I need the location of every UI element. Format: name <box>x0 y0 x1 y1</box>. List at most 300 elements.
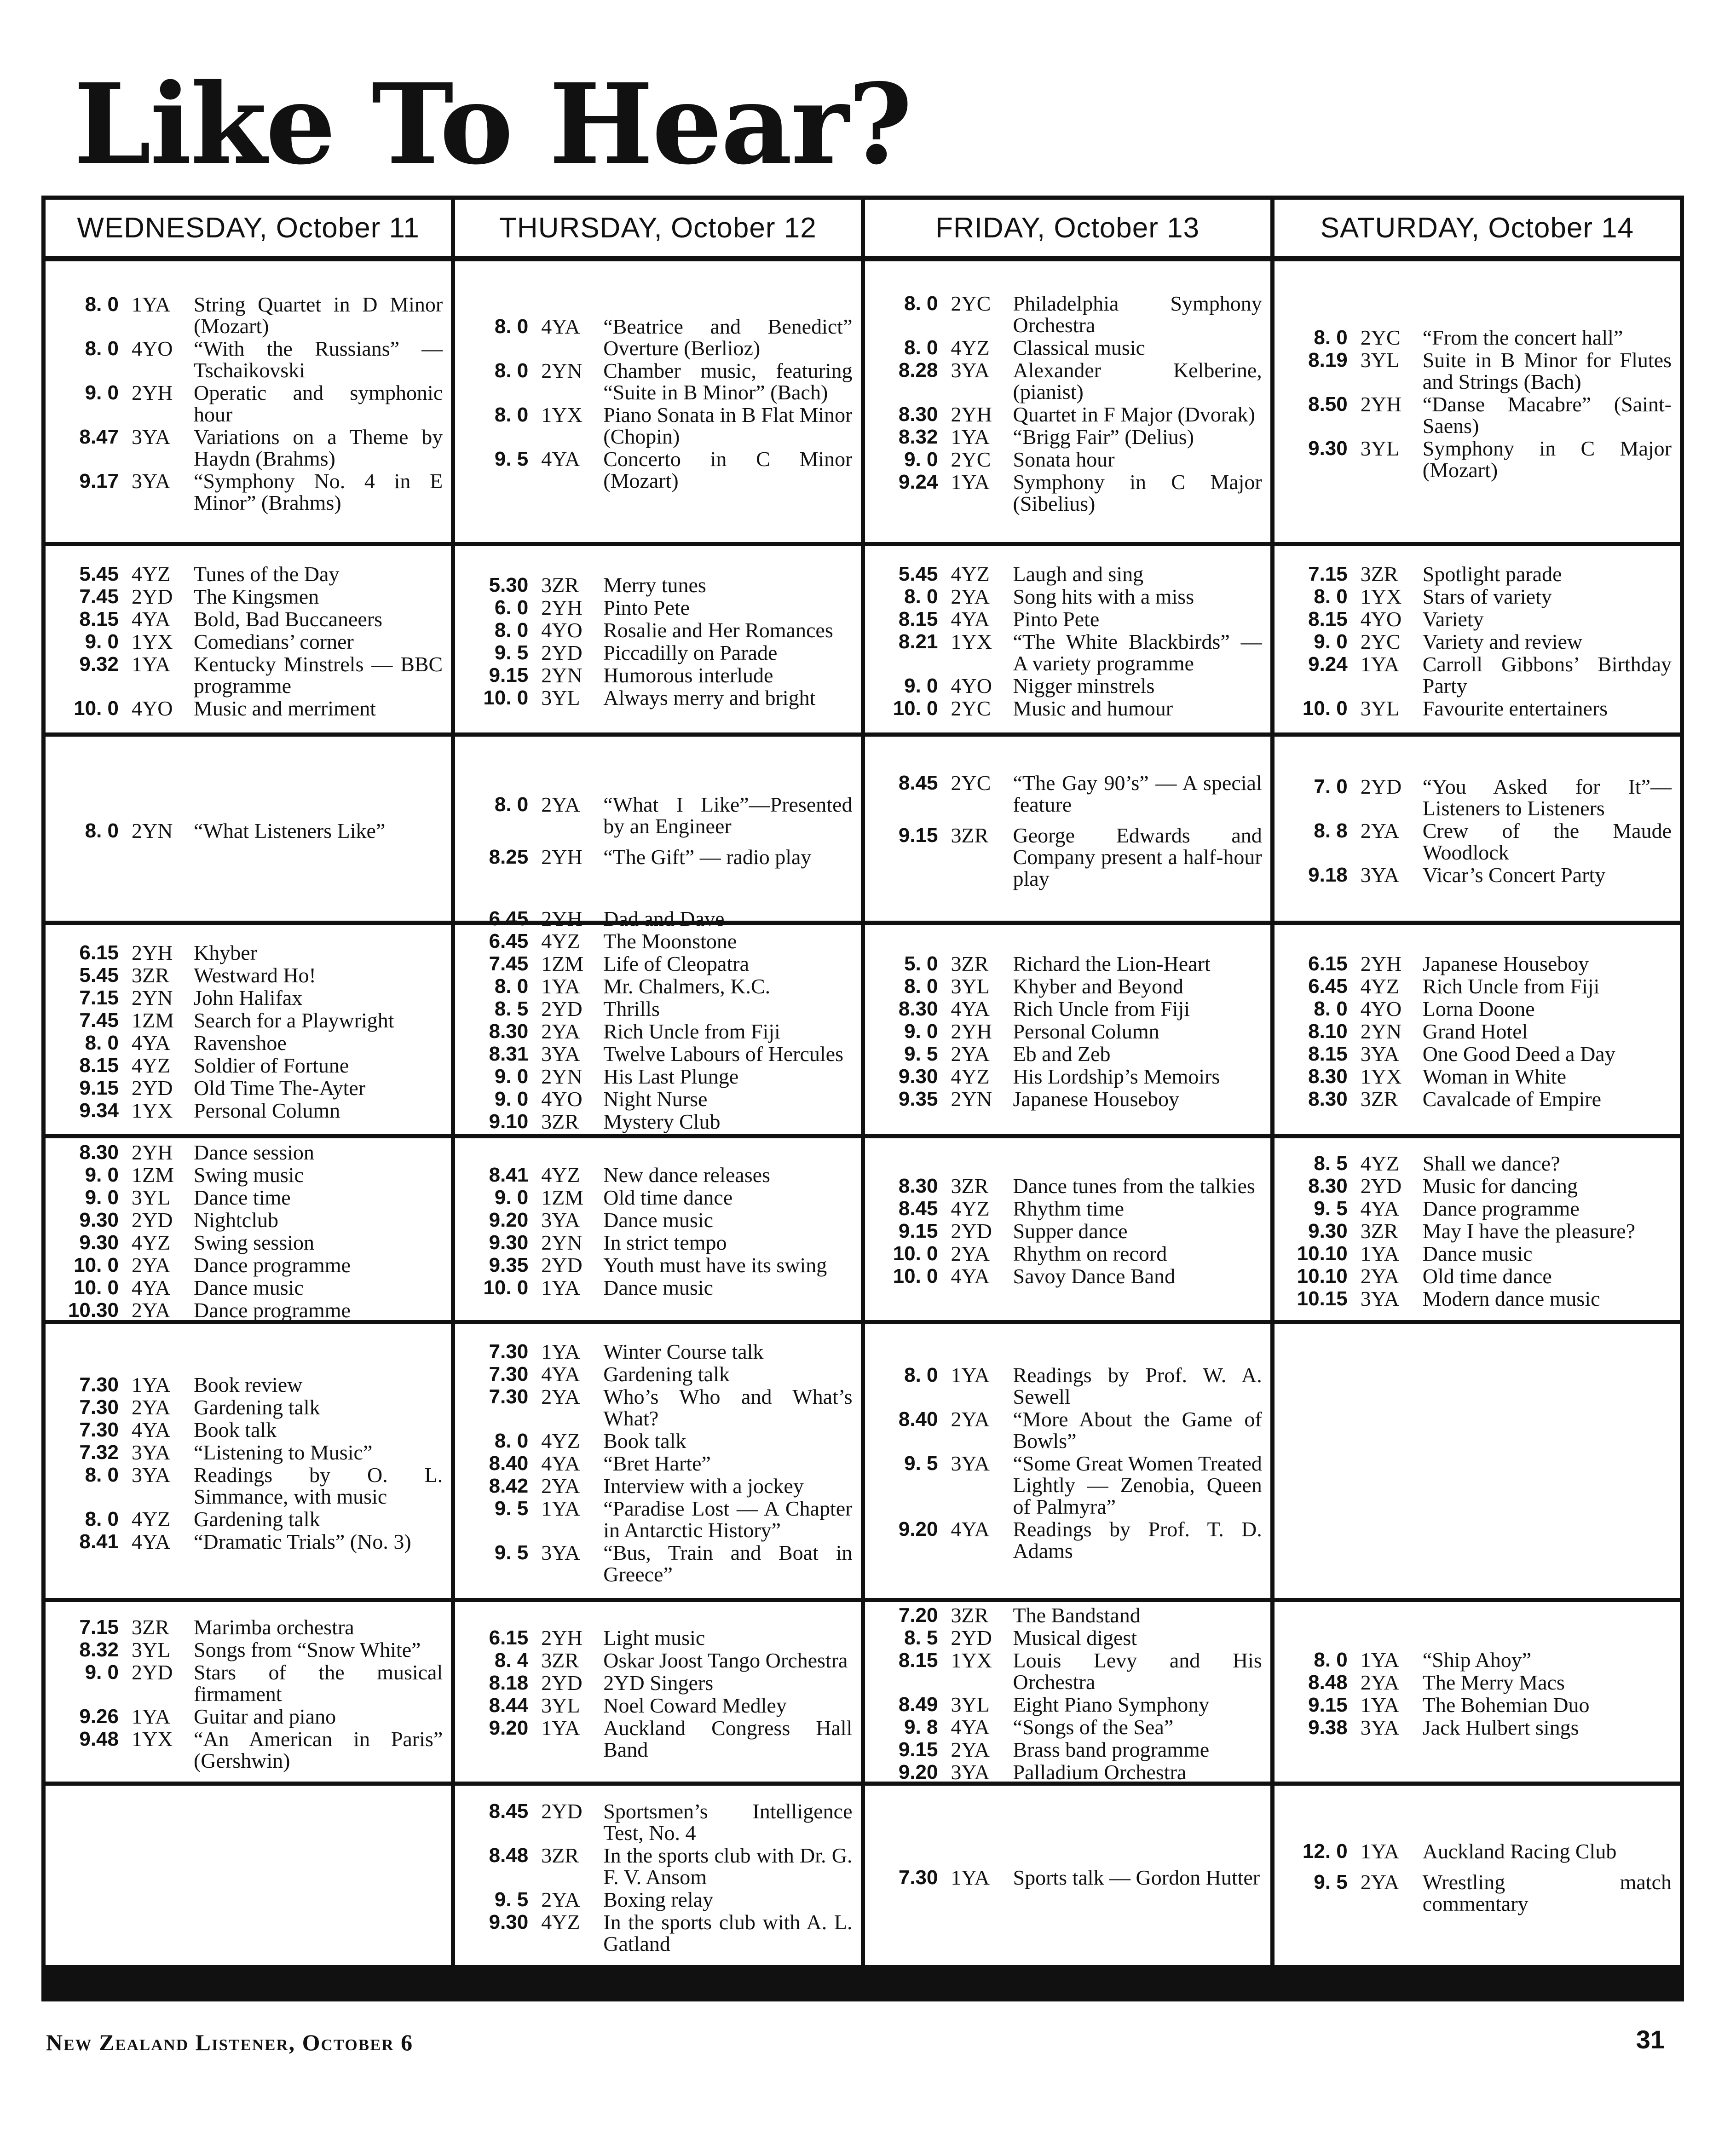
entry-time: 7.30 <box>79 1373 119 1396</box>
entry-station: 2YA <box>951 585 990 608</box>
entry-time: 9.15 <box>898 1738 938 1761</box>
entry-time: 8. 0 <box>85 1463 119 1486</box>
entry-program: Sportsmen’s Intelligence Test, No. 4 <box>603 1799 853 1845</box>
entry-time: 8. 0 <box>1314 585 1348 608</box>
entry-time: 9. 0 <box>904 448 938 471</box>
program-entry <box>56 1055 443 1076</box>
entry-program: Noel Coward Medley <box>603 1694 787 1717</box>
entry-time: 8.30 <box>489 1020 529 1043</box>
program-entry <box>875 1518 1262 1562</box>
entry-time: 9. 0 <box>494 1065 529 1088</box>
entry-station: 2YN <box>132 986 173 1009</box>
entry-program: Alexander Kelberine, (pianist) <box>1013 358 1262 404</box>
entry-station: 1YA <box>1360 1839 1400 1863</box>
entry-program: Grand Hotel <box>1422 1020 1528 1043</box>
entry-station: 4YZ <box>1360 975 1400 998</box>
entry-program: Jack Hulbert sings <box>1422 1716 1579 1739</box>
entry-program: Chamber music, featuring “Suite in B Minor” (Bach) <box>603 359 853 404</box>
entry-station: 2YC <box>951 448 991 471</box>
entry-program: Bold, Bad Buccaneers <box>194 607 383 631</box>
program-entry <box>465 1800 852 1844</box>
entry-station: 4YZ <box>1360 1152 1400 1175</box>
entry-program: Guitar and piano <box>194 1704 336 1728</box>
entry-station: 3YA <box>541 1042 580 1066</box>
program-entry <box>1285 1220 1672 1242</box>
entry-program: Old time dance <box>603 1185 733 1209</box>
program-entry <box>56 1232 443 1253</box>
program-entry <box>875 404 1262 425</box>
schedule-cell-friday-3 <box>865 737 1270 921</box>
entry-time: 8.15 <box>898 1649 938 1672</box>
schedule-cell-thursday-3 <box>455 737 860 921</box>
program-entry <box>465 1889 852 1910</box>
entry-time: 10. 0 <box>1302 697 1348 720</box>
entry-program: “Songs of the Sea” <box>1013 1715 1174 1739</box>
entry-program: Tunes of the Day <box>194 562 340 586</box>
entry-time: 6. 0 <box>494 596 529 619</box>
entry-time: 8. 0 <box>904 292 938 315</box>
entry-station: 2YA <box>1360 1671 1400 1694</box>
program-entry <box>465 1164 852 1186</box>
program-grid <box>41 196 1684 2001</box>
entry-time: 9. 5 <box>494 641 529 664</box>
program-entry <box>56 470 443 513</box>
entry-station: 3YA <box>1360 1042 1400 1066</box>
entry-station: 2YD <box>541 1253 583 1277</box>
program-entry <box>56 698 443 719</box>
entry-program: Spotlight parade <box>1422 562 1562 586</box>
entry-station: 1YA <box>132 293 171 316</box>
program-entry <box>56 1728 443 1771</box>
entry-program: Piccadilly on Parade <box>603 640 778 664</box>
entry-time: 8.42 <box>489 1475 529 1497</box>
entry-station: 1YA <box>1360 1693 1400 1717</box>
entry-station: 2YH <box>951 1020 992 1043</box>
entry-program: Pinto Pete <box>1013 607 1100 631</box>
program-entry <box>875 1649 1262 1693</box>
entry-station: 3ZR <box>951 1174 989 1198</box>
entry-time: 9.32 <box>79 653 119 675</box>
entry-time: 9.15 <box>898 824 938 847</box>
entry-time: 7.45 <box>79 585 119 608</box>
program-entry <box>465 1341 852 1362</box>
entry-station: 1YA <box>541 1716 580 1740</box>
program-entry <box>875 426 1262 448</box>
entry-program: “With the Russians” —Tschaikovski <box>194 337 443 382</box>
program-entry <box>1285 776 1672 819</box>
entry-station: 2YH <box>132 940 173 964</box>
entry-station: 3YA <box>1360 1716 1400 1739</box>
entry-station: 4YO <box>951 674 992 698</box>
program-entry <box>465 1088 852 1110</box>
entry-station: 1ZM <box>132 1008 174 1032</box>
entry-time: 8.15 <box>79 1054 119 1077</box>
entry-time: 9. 0 <box>904 1020 938 1043</box>
entry-time: 8.32 <box>79 1638 119 1661</box>
entry-station: 4YZ <box>132 1230 171 1254</box>
schedule-cell-wednesday-7 <box>46 1602 451 1782</box>
schedule-cell-wednesday-1 <box>46 261 451 542</box>
entry-program: Personal Column <box>194 1098 340 1122</box>
program-entry <box>56 964 443 986</box>
program-entry <box>1285 975 1672 997</box>
entry-time: 8.44 <box>489 1694 529 1717</box>
program-entry <box>56 1164 443 1186</box>
entry-station: 4YA <box>951 1715 990 1739</box>
program-entry <box>1285 438 1672 481</box>
entry-program: Stars of variety <box>1422 585 1552 608</box>
entry-program: Rhythm on record <box>1013 1242 1167 1265</box>
entry-time: 9.30 <box>1308 1220 1348 1242</box>
program-entry <box>56 1508 443 1530</box>
program-entry <box>1285 1694 1672 1716</box>
entry-station: 1ZM <box>541 1185 584 1209</box>
schedule-cell-friday-8 <box>865 1786 1270 1965</box>
entry-program: The Moonstone <box>603 929 737 953</box>
entry-program: Merry tunes <box>603 573 706 597</box>
program-entry <box>56 1142 443 1163</box>
entry-program: Winter Course talk <box>603 1340 764 1363</box>
entry-program: Music and merriment <box>194 697 376 720</box>
schedule-cell-wednesday-2 <box>46 546 451 732</box>
entry-time: 10.15 <box>1297 1287 1348 1310</box>
entry-time: 9. 5 <box>494 1888 529 1911</box>
entry-program: Marimba orchestra <box>194 1615 354 1639</box>
schedule-cell-saturday-4 <box>1275 925 1680 1134</box>
entry-station: 2YN <box>541 663 583 687</box>
program-entry <box>465 1649 852 1671</box>
program-entry <box>465 664 852 686</box>
program-entry <box>875 698 1262 719</box>
entry-program: Quartet in F Major (Dvorak) <box>1013 403 1255 426</box>
entry-station: 3ZR <box>951 1603 989 1627</box>
program-entry <box>465 1363 852 1385</box>
entry-program: Palladium Orchestra <box>1013 1760 1187 1784</box>
entry-time: 9. 5 <box>904 1043 938 1065</box>
entry-station: 2YC <box>1360 630 1401 653</box>
entry-program: Kentucky Minstrels — BBC programme <box>194 652 443 698</box>
entry-program: Khyber and Beyond <box>1013 975 1183 998</box>
entry-program: Westward Ho! <box>194 963 316 987</box>
program-entry <box>465 619 852 641</box>
program-entry <box>56 1100 443 1121</box>
entry-program: His Last Plunge <box>603 1065 739 1088</box>
entry-station: 2YA <box>541 1887 580 1911</box>
entry-station: 2YH <box>1360 392 1402 416</box>
entry-time: 8.48 <box>1308 1671 1348 1694</box>
entry-station: 3ZR <box>1360 1087 1398 1111</box>
schedule-cell-friday-5 <box>865 1138 1270 1320</box>
program-entry <box>875 1739 1262 1760</box>
entry-program: The Bandstand <box>1013 1603 1141 1627</box>
program-entry <box>875 1761 1262 1783</box>
entry-program: John Halifax <box>194 986 303 1009</box>
entry-station: 1YA <box>951 470 990 494</box>
program-entry <box>875 337 1262 358</box>
entry-program: Pinto Pete <box>603 595 690 619</box>
program-entry <box>875 1694 1262 1715</box>
entry-program: Philadelphia Symphony Orchestra <box>1013 292 1262 337</box>
entry-time: 6.45 <box>489 907 529 930</box>
entry-time: 8. 0 <box>85 1507 119 1530</box>
entry-time: 7.20 <box>898 1604 938 1626</box>
entry-station: 4YZ <box>132 562 171 586</box>
entry-time: 9.15 <box>1308 1694 1348 1716</box>
entry-time: 5.45 <box>79 963 119 986</box>
entry-station: 2YA <box>1360 1870 1400 1894</box>
entry-program: Search for a Playwright <box>194 1008 394 1032</box>
entry-program: Readings by O. L. Simmance, with music <box>194 1463 443 1508</box>
program-entry <box>1285 1066 1672 1087</box>
program-entry <box>56 1706 443 1727</box>
entry-station: 2YN <box>541 1230 583 1254</box>
program-entry <box>1285 1649 1672 1671</box>
entry-program: Khyber <box>194 940 257 964</box>
program-entry <box>875 1627 1262 1649</box>
entry-time: 7.30 <box>489 1340 529 1363</box>
entry-time: 10. 0 <box>483 686 529 709</box>
entry-time: 8.41 <box>489 1163 529 1186</box>
entry-program: “The Gift” — radio play <box>603 845 812 869</box>
entry-time: 8.15 <box>1308 1043 1348 1065</box>
entry-time: 7.30 <box>79 1396 119 1419</box>
program-entry <box>465 687 852 709</box>
entry-station: 3ZR <box>1360 1219 1398 1243</box>
entry-program: Night Nurse <box>603 1087 708 1111</box>
entry-program: Concerto in C Minor (Mozart) <box>603 447 853 492</box>
entry-time: 9.30 <box>79 1231 119 1254</box>
entry-program: Gardening talk <box>194 1507 320 1531</box>
entry-time: 8.30 <box>898 403 938 426</box>
entry-station: 1YX <box>951 1649 992 1672</box>
entry-station: 2YD <box>132 585 173 608</box>
entry-station: 2YD <box>541 1671 583 1695</box>
program-entry <box>465 1498 852 1541</box>
entry-program: “Bret Harte” <box>603 1452 711 1475</box>
entry-station: 2YN <box>951 1087 992 1111</box>
program-entry <box>875 1867 1262 1888</box>
entry-station: 2YA <box>1360 1264 1400 1288</box>
program-entry <box>1285 608 1672 630</box>
schedule-cell-friday-2 <box>865 546 1270 732</box>
entry-station: 4YZ <box>541 1429 580 1453</box>
program-entry <box>1285 820 1672 863</box>
entry-station: 2YH <box>541 845 583 869</box>
program-entry <box>465 908 852 929</box>
schedule-cell-wednesday-8 <box>46 1786 451 1965</box>
entry-time: 8.41 <box>79 1530 119 1553</box>
entry-program: “An American in Paris” (Gershwin) <box>194 1727 443 1772</box>
entry-station: 4YZ <box>132 1053 171 1077</box>
entry-program: Dance time <box>194 1185 291 1209</box>
entry-station: 1YX <box>1360 585 1402 608</box>
entry-program: String Quartet in D Minor (Mozart) <box>194 293 443 338</box>
program-entry <box>465 1542 852 1585</box>
entry-program: In the sports club with Dr. G. F. V. Ansom <box>603 1843 853 1889</box>
entry-program: The Bohemian Duo <box>1422 1693 1590 1717</box>
entry-time: 8.30 <box>1308 1175 1348 1197</box>
entry-time: 8. 0 <box>85 293 119 316</box>
entry-station: 4YA <box>1360 1197 1400 1220</box>
entry-program: George Edwards and Company present a half-hour play <box>1013 823 1262 890</box>
program-entry <box>1285 1021 1672 1042</box>
entry-time: 8.50 <box>1308 392 1348 415</box>
entry-station: 2YH <box>951 403 992 426</box>
entry-time: 5.30 <box>489 573 529 596</box>
program-entry <box>1285 1153 1672 1174</box>
schedule-cell-wednesday-5 <box>46 1138 451 1320</box>
entry-station: 2YA <box>132 1395 171 1419</box>
entry-station: 4YA <box>541 315 580 338</box>
entry-station: 2YA <box>1360 819 1400 842</box>
entry-time: 9.24 <box>898 471 938 493</box>
entry-station: 2YD <box>132 1208 173 1232</box>
program-entry <box>1285 698 1672 719</box>
entry-time: 8.28 <box>898 359 938 381</box>
entry-time: 8. 0 <box>494 315 529 338</box>
program-entry <box>465 930 852 952</box>
entry-program: Swing session <box>194 1230 314 1254</box>
entry-station: 2YN <box>1360 1020 1402 1043</box>
entry-program: Stars of the musical firmament <box>194 1660 443 1706</box>
program-entry <box>1285 1088 1672 1110</box>
entry-time: 6.15 <box>1308 952 1348 975</box>
program-entry <box>1285 1672 1672 1693</box>
entry-time: 7.30 <box>489 1363 529 1385</box>
entry-station: 3YL <box>951 1693 990 1716</box>
entry-time: 8.25 <box>489 845 529 868</box>
entry-time: 9. 0 <box>1314 630 1348 653</box>
entry-time: 8. 0 <box>494 359 529 382</box>
entry-time: 9.38 <box>1308 1716 1348 1739</box>
program-entry <box>465 1695 852 1716</box>
entry-time: 9.20 <box>898 1761 938 1783</box>
program-entry <box>875 1043 1262 1065</box>
entry-program: Readings by Prof. T. D. Adams <box>1013 1517 1262 1563</box>
entry-time: 9.20 <box>489 1717 529 1739</box>
entry-program: Laugh and sing <box>1013 562 1144 586</box>
entry-program: “Ship Ahoy” <box>1422 1648 1532 1672</box>
entry-time: 9. 5 <box>494 448 529 470</box>
entry-program: In strict tempo <box>603 1230 727 1254</box>
entry-station: 3YL <box>132 1185 171 1209</box>
schedule-cell-thursday-6 <box>455 1324 860 1598</box>
program-entry <box>1285 1243 1672 1264</box>
program-entry <box>1285 563 1672 585</box>
schedule-cell-thursday-1 <box>455 261 860 542</box>
entry-program: Sports talk — Gordon Hutter <box>1013 1865 1260 1889</box>
entry-station: 2YH <box>541 907 583 930</box>
entry-time: 7.32 <box>79 1441 119 1464</box>
entry-station: 3ZR <box>951 952 989 975</box>
entry-program: Auckland Congress Hall Band <box>603 1716 853 1761</box>
program-entry <box>465 953 852 975</box>
entry-time: 9. 5 <box>494 1497 529 1520</box>
entry-program: “Paradise Lost — A Chapter in Antarctic History” <box>603 1497 853 1542</box>
entry-station: 4YO <box>1360 997 1402 1021</box>
entry-station: 4YA <box>132 1031 171 1055</box>
entry-station: 2YN <box>541 359 583 382</box>
entry-time: 9.30 <box>489 1231 529 1254</box>
entry-station: 4YA <box>951 997 990 1021</box>
entry-station: 2YA <box>541 1385 580 1408</box>
entry-time: 9.35 <box>489 1253 529 1276</box>
entry-station: 1YA <box>1360 652 1400 676</box>
program-entry <box>465 1475 852 1497</box>
program-entry <box>56 1277 443 1298</box>
program-entry <box>56 987 443 1009</box>
entry-program: In the sports club with A. L. Gatland <box>603 1910 853 1955</box>
entry-station: 2YH <box>132 381 173 404</box>
page-title: Like To Hear? <box>74 59 911 189</box>
entry-station: 4YA <box>132 1275 171 1299</box>
entry-time: 6.15 <box>489 1626 529 1649</box>
entry-program: Gardening talk <box>194 1395 320 1419</box>
program-entry <box>1285 327 1672 348</box>
entry-station: 4YA <box>132 607 171 631</box>
entry-station: 3YA <box>132 469 171 493</box>
entry-program: “You Asked for It”— Listeners to Listeners <box>1422 774 1672 820</box>
entry-time: 8.40 <box>489 1452 529 1475</box>
entry-station: 2YA <box>132 1253 171 1277</box>
entry-time: 8. 8 <box>1314 819 1348 842</box>
entry-program: Dance music <box>194 1275 304 1299</box>
program-entry <box>875 1066 1262 1087</box>
entry-station: 4YA <box>951 1517 990 1541</box>
entry-station: 1YX <box>132 630 173 653</box>
entry-time: 8. 0 <box>494 793 529 816</box>
entry-time: 10. 0 <box>74 1253 119 1276</box>
entry-program: Ravenshoe <box>194 1031 287 1055</box>
entry-time: 9.20 <box>489 1208 529 1231</box>
entry-program: Book review <box>194 1372 303 1396</box>
entry-program: Life of Cleopatra <box>603 952 749 975</box>
entry-program: Dance programme <box>1422 1197 1580 1220</box>
entry-station: 3YL <box>1360 436 1400 460</box>
program-entry <box>56 1531 443 1552</box>
schedule-cell-saturday-2 <box>1275 546 1680 732</box>
program-entry <box>1285 864 1672 886</box>
entry-time: 8. 0 <box>1314 1649 1348 1671</box>
entry-program: May I have the pleasure? <box>1422 1219 1636 1243</box>
entry-station: 4YO <box>541 1087 583 1111</box>
entry-program: “The Gay 90’s” — A special feature <box>1013 771 1262 816</box>
program-entry <box>56 1396 443 1418</box>
program-entry <box>56 338 443 381</box>
entry-program: Japanese Houseboy <box>1013 1087 1180 1111</box>
schedule-cell-wednesday-6 <box>46 1324 451 1598</box>
entry-station: 1YX <box>132 1098 173 1122</box>
program-entry <box>465 1453 852 1474</box>
entry-program: “Bus, Train and Boat in Greece” <box>603 1541 853 1586</box>
entry-station: 2YA <box>541 1474 580 1498</box>
program-entry <box>875 1088 1262 1110</box>
program-entry <box>1285 1043 1672 1065</box>
program-entry <box>465 574 852 596</box>
entry-station: 1YA <box>132 1704 171 1728</box>
entry-time: 8. 0 <box>904 585 938 608</box>
entry-program: Classical music <box>1013 336 1145 359</box>
entry-time: 8. 5 <box>494 998 529 1020</box>
program-entry <box>465 1043 852 1065</box>
entry-program: Song hits with a miss <box>1013 585 1194 608</box>
entry-station: 3YL <box>132 1638 171 1661</box>
entry-program: Variety and review <box>1422 630 1583 653</box>
program-entry <box>875 1604 1262 1626</box>
program-entry <box>465 448 852 491</box>
entry-station: 1YA <box>951 1363 990 1387</box>
entry-station: 2YC <box>1360 325 1401 349</box>
